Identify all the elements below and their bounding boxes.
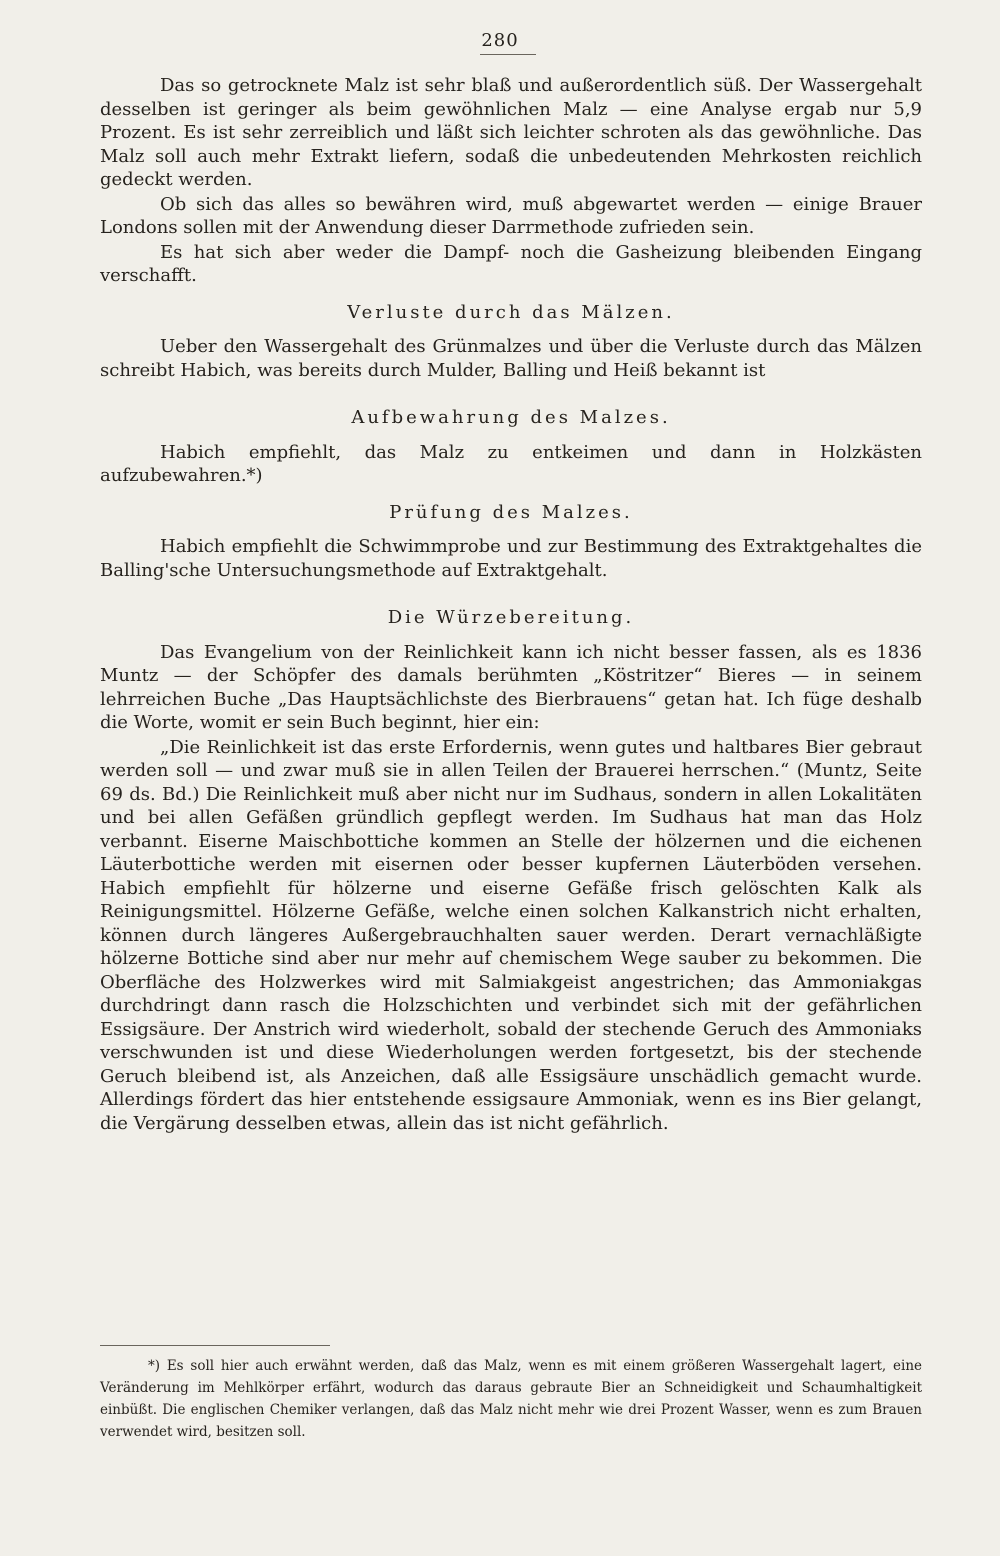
footnote: *) Es soll hier auch erwähnt werden, daß das Malz, wenn es mit einem größeren Wassergehalt lagert, eine Veränderung im Mehlkörper erfährt, wodurch das daraus gebraute Bier an Schneidigkeit und Schaumhaltigkeit einbüßt. Die englischen Chemiker verlangen, daß das Malz nicht mehr wie drei Prozent Wasser, wenn es zum Brauen verwendet wird, besitzen soll. [100, 1358, 922, 1440]
heading-losses: Verluste durch das Mälzen. [347, 301, 675, 323]
page-number-rule [480, 54, 536, 55]
paragraph-dried-malt: Das so getrocknete Malz ist sehr blaß und außerordentlich süß. Der Wassergehalt desselben ist geringer als beim gewöhnlichen Malz — eine Analyse ergab nur 5,9 Prozent. Es ist sehr zerreiblich und läßt sich leichter schroten als das gewöhnliche. Das Malz soll auch mehr Extrakt liefern, sodaß die unbedeutenden Mehrkosten reichlich gedeckt werden. [100, 75, 922, 190]
heading-wort-preparation: Die Würzebereitung. [387, 607, 635, 628]
paragraph-london-brewers: Ob sich das alles so bewähren wird, muß abgewartet werden — einige Brauer Londons sollen mit der Anwendung dieser Darrmethode zufrieden sein. [100, 193, 922, 238]
footnote-rule [100, 1345, 330, 1346]
paragraph-testing: Habich empfiehlt die Schwimmprobe und zur Bestimmung des Extraktgehaltes die Balling'sche Untersuchungsmethode auf Extraktgehalt. [100, 536, 922, 581]
paragraph-cleanliness-intro: Das Evangelium von der Reinlichkeit kann ich nicht besser fassen, als es 1836 Muntz — der Schöpfer des damals berühmten „Köstritzer“ Bieres — in seinem lehrreichen Buche „Das Hauptsächlichste des Bierbrauens“ getan hat. Ich füge deshalb die Worte, womit er sein Buch beginnt, hier ein: [100, 641, 922, 733]
paragraph-losses: Ueber den Wassergehalt des Grünmalzes und über die Verluste durch das Mälzen schreibt Habich, was bereits durch Mulder, Balling und Heiß bekannt ist [100, 336, 922, 381]
heading-testing: Prüfung des Malzes. [389, 501, 633, 523]
page-number: 280 [481, 30, 519, 51]
heading-storage: Aufbewahrung des Malzes. [351, 407, 671, 428]
body-text [100, 74, 922, 1135]
paragraph-storage: Habich empfiehlt, das Malz zu entkeimen und dann in Holzkästen aufzubewahren.*) [100, 441, 922, 486]
paragraph-cleanliness-quote: „Die Reinlichkeit ist das erste Erfordernis, wenn gutes und haltbares Bier gebraut werden soll — und zwar muß sie in allen Teilen der Brauerei herrschen.“ (Muntz, Seite 69 ds. Bd.) Die Reinlichkeit muß aber nicht nur im Sudhaus, sondern in allen Lokalitäten und bei allen Gefäßen gründlich gepflegt werden. Im Sudhaus hat man das Holz verbannt. Eiserne Maischbottiche kommen an Stelle der hölzernen und die eichenen Läuterbottiche werden mit eisernen oder besser kupfernen Läuterböden versehen. Habich empfiehlt für hölzerne und eiserne Gefäße frisch gelöschten Kalk als Reinigungsmittel. Hölzerne Gefäße, welche einen solchen Kalkanstrich nicht erhalten, können durch längeres Außergebrauchhalten sauer werden. Derart vernachläßigte hölzerne Bottiche sind aber nur mehr auf chemischem Wege sauber zu bekommen. Die Oberfläche des Holzwerkes wird mit Salmiakgeist angestrichen; das Ammoniakgas durchdringt dann rasch die Holzschichten und verbindet sich mit der gefährlichen Essigsäure. Der Anstrich wird wiederholt, sobald der stechende Geruch des Ammoniaks verschwunden ist und diese Wiederholungen werden fortgesetzt, bis der stechende Geruch bleibend ist, als Anzeichen, daß alle Essigsäure unschädlich gemacht wurde. Allerdings fördert das hier entstehende essigsaure Ammoniak, wenn es ins Bier gelangt, die Vergärung desselben etwas, allein das ist nicht gefährlich. [100, 736, 922, 1134]
paragraph-heating: Es hat sich aber weder die Dampf- noch die Gasheizung bleibenden Eingang verschafft. [100, 241, 922, 286]
